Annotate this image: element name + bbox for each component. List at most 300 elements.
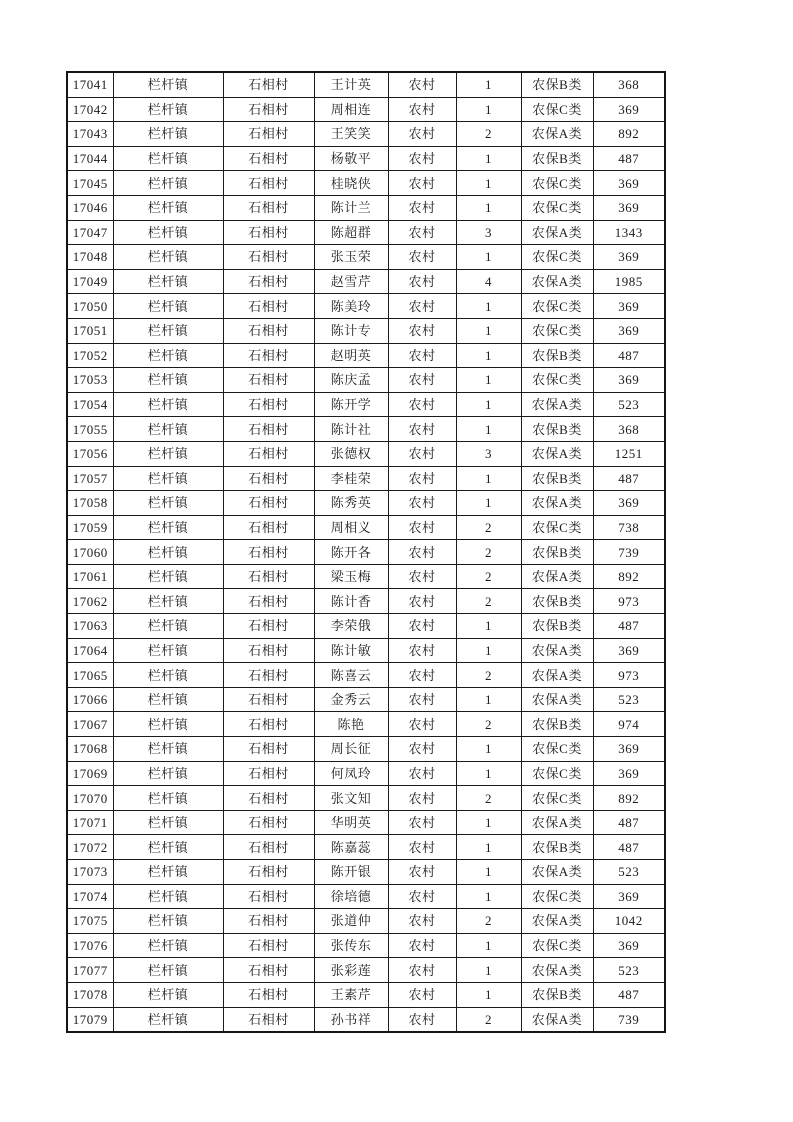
cell-record-id: 17057 — [67, 466, 113, 491]
cell-person-count: 2 — [456, 540, 521, 565]
cell-amount: 739 — [593, 1007, 665, 1032]
cell-town: 栏杆镇 — [113, 97, 223, 122]
cell-town: 栏杆镇 — [113, 909, 223, 934]
cell-person-name: 梁玉梅 — [314, 564, 388, 589]
cell-amount: 369 — [593, 491, 665, 516]
cell-record-id: 17051 — [67, 318, 113, 343]
cell-person-count: 1 — [456, 638, 521, 663]
cell-amount: 369 — [593, 737, 665, 762]
cell-residence-type: 农村 — [388, 318, 456, 343]
table-row — [67, 638, 665, 663]
cell-village: 石相村 — [223, 441, 314, 466]
cell-person-count: 2 — [456, 589, 521, 614]
cell-town: 栏杆镇 — [113, 195, 223, 220]
cell-village: 石相村 — [223, 245, 314, 270]
cell-record-id: 17043 — [67, 122, 113, 147]
cell-record-id: 17049 — [67, 269, 113, 294]
cell-person-count: 3 — [456, 441, 521, 466]
cell-village: 石相村 — [223, 638, 314, 663]
cell-village: 石相村 — [223, 540, 314, 565]
cell-record-id: 17071 — [67, 810, 113, 835]
cell-person-name: 陈嘉蕊 — [314, 835, 388, 860]
cell-residence-type: 农村 — [388, 491, 456, 516]
table-row — [67, 614, 665, 639]
cell-village: 石相村 — [223, 1007, 314, 1032]
cell-amount: 487 — [593, 835, 665, 860]
cell-insurance-category: 农保C类 — [521, 318, 593, 343]
cell-person-count: 1 — [456, 195, 521, 220]
cell-residence-type: 农村 — [388, 294, 456, 319]
cell-village: 石相村 — [223, 589, 314, 614]
cell-insurance-category: 农保C类 — [521, 761, 593, 786]
cell-person-name: 陈计兰 — [314, 195, 388, 220]
cell-record-id: 17070 — [67, 786, 113, 811]
cell-person-count: 1 — [456, 614, 521, 639]
cell-village: 石相村 — [223, 392, 314, 417]
cell-village: 石相村 — [223, 712, 314, 737]
cell-amount: 369 — [593, 933, 665, 958]
cell-residence-type: 农村 — [388, 737, 456, 762]
cell-record-id: 17050 — [67, 294, 113, 319]
table-row — [67, 540, 665, 565]
cell-person-name: 陈艳 — [314, 712, 388, 737]
cell-town: 栏杆镇 — [113, 146, 223, 171]
cell-amount: 369 — [593, 884, 665, 909]
cell-record-id: 17079 — [67, 1007, 113, 1032]
cell-person-count: 1 — [456, 958, 521, 983]
cell-person-count: 1 — [456, 146, 521, 171]
cell-amount: 369 — [593, 294, 665, 319]
cell-village: 石相村 — [223, 171, 314, 196]
cell-insurance-category: 农保B类 — [521, 72, 593, 97]
cell-amount: 369 — [593, 318, 665, 343]
cell-residence-type: 农村 — [388, 589, 456, 614]
cell-town: 栏杆镇 — [113, 860, 223, 885]
cell-record-id: 17059 — [67, 515, 113, 540]
cell-person-name: 张文知 — [314, 786, 388, 811]
cell-person-count: 2 — [456, 786, 521, 811]
cell-amount: 487 — [593, 343, 665, 368]
cell-town: 栏杆镇 — [113, 245, 223, 270]
table-row — [67, 712, 665, 737]
cell-record-id: 17078 — [67, 982, 113, 1007]
cell-residence-type: 农村 — [388, 638, 456, 663]
cell-residence-type: 农村 — [388, 245, 456, 270]
cell-town: 栏杆镇 — [113, 884, 223, 909]
cell-amount: 1343 — [593, 220, 665, 245]
table-row — [67, 958, 665, 983]
cell-person-name: 陈超群 — [314, 220, 388, 245]
table-row — [67, 146, 665, 171]
cell-village: 石相村 — [223, 958, 314, 983]
cell-record-id: 17076 — [67, 933, 113, 958]
cell-residence-type: 农村 — [388, 933, 456, 958]
cell-person-name: 桂晓侠 — [314, 171, 388, 196]
cell-person-name: 徐培德 — [314, 884, 388, 909]
cell-insurance-category: 农保A类 — [521, 564, 593, 589]
table-row — [67, 564, 665, 589]
cell-amount: 739 — [593, 540, 665, 565]
cell-town: 栏杆镇 — [113, 712, 223, 737]
cell-residence-type: 农村 — [388, 614, 456, 639]
cell-residence-type: 农村 — [388, 368, 456, 393]
cell-insurance-category: 农保C类 — [521, 933, 593, 958]
cell-insurance-category: 农保A类 — [521, 122, 593, 147]
cell-person-count: 1 — [456, 245, 521, 270]
cell-person-count: 1 — [456, 982, 521, 1007]
cell-record-id: 17058 — [67, 491, 113, 516]
table-row — [67, 245, 665, 270]
cell-person-count: 2 — [456, 1007, 521, 1032]
cell-town: 栏杆镇 — [113, 761, 223, 786]
cell-person-count: 2 — [456, 663, 521, 688]
cell-village: 石相村 — [223, 122, 314, 147]
table-row — [67, 860, 665, 885]
cell-residence-type: 农村 — [388, 466, 456, 491]
cell-amount: 368 — [593, 417, 665, 442]
cell-residence-type: 农村 — [388, 909, 456, 934]
cell-record-id: 17054 — [67, 392, 113, 417]
cell-person-count: 2 — [456, 564, 521, 589]
cell-town: 栏杆镇 — [113, 663, 223, 688]
cell-residence-type: 农村 — [388, 146, 456, 171]
cell-insurance-category: 农保C类 — [521, 294, 593, 319]
cell-insurance-category: 农保A类 — [521, 663, 593, 688]
cell-insurance-category: 农保B类 — [521, 540, 593, 565]
cell-residence-type: 农村 — [388, 810, 456, 835]
cell-amount: 1042 — [593, 909, 665, 934]
cell-village: 石相村 — [223, 761, 314, 786]
cell-record-id: 17072 — [67, 835, 113, 860]
cell-person-count: 1 — [456, 933, 521, 958]
cell-record-id: 17048 — [67, 245, 113, 270]
cell-residence-type: 农村 — [388, 417, 456, 442]
cell-insurance-category: 农保A类 — [521, 958, 593, 983]
cell-person-count: 2 — [456, 909, 521, 934]
cell-amount: 369 — [593, 368, 665, 393]
cell-insurance-category: 农保B类 — [521, 466, 593, 491]
cell-person-count: 1 — [456, 72, 521, 97]
cell-person-name: 赵明英 — [314, 343, 388, 368]
cell-town: 栏杆镇 — [113, 1007, 223, 1032]
cell-record-id: 17077 — [67, 958, 113, 983]
cell-insurance-category: 农保C类 — [521, 195, 593, 220]
cell-person-count: 1 — [456, 687, 521, 712]
cell-insurance-category: 农保B类 — [521, 835, 593, 860]
cell-record-id: 17074 — [67, 884, 113, 909]
cell-insurance-category: 农保A类 — [521, 909, 593, 934]
cell-record-id: 17060 — [67, 540, 113, 565]
cell-person-count: 1 — [456, 318, 521, 343]
cell-record-id: 17046 — [67, 195, 113, 220]
cell-person-name: 张德权 — [314, 441, 388, 466]
table-row — [67, 72, 665, 97]
cell-amount: 973 — [593, 589, 665, 614]
cell-village: 石相村 — [223, 982, 314, 1007]
cell-residence-type: 农村 — [388, 540, 456, 565]
cell-record-id: 17045 — [67, 171, 113, 196]
cell-village: 石相村 — [223, 417, 314, 442]
cell-person-name: 金秀云 — [314, 687, 388, 712]
cell-person-name: 张传东 — [314, 933, 388, 958]
cell-amount: 974 — [593, 712, 665, 737]
table-row — [67, 884, 665, 909]
cell-amount: 369 — [593, 245, 665, 270]
cell-person-count: 1 — [456, 835, 521, 860]
cell-town: 栏杆镇 — [113, 614, 223, 639]
cell-insurance-category: 农保A类 — [521, 392, 593, 417]
cell-insurance-category: 农保C类 — [521, 368, 593, 393]
cell-insurance-category: 农保A类 — [521, 441, 593, 466]
cell-person-name: 陈开各 — [314, 540, 388, 565]
table-row — [67, 786, 665, 811]
cell-amount: 973 — [593, 663, 665, 688]
cell-village: 石相村 — [223, 614, 314, 639]
cell-person-name: 陈美玲 — [314, 294, 388, 319]
cell-person-name: 李桂荣 — [314, 466, 388, 491]
cell-village: 石相村 — [223, 515, 314, 540]
cell-insurance-category: 农保A类 — [521, 810, 593, 835]
insurance-roster-table — [66, 71, 666, 1033]
cell-person-count: 2 — [456, 122, 521, 147]
cell-residence-type: 农村 — [388, 171, 456, 196]
cell-person-count: 1 — [456, 294, 521, 319]
cell-town: 栏杆镇 — [113, 171, 223, 196]
cell-village: 石相村 — [223, 687, 314, 712]
cell-person-name: 周相义 — [314, 515, 388, 540]
table-row — [67, 761, 665, 786]
table-row — [67, 343, 665, 368]
cell-residence-type: 农村 — [388, 515, 456, 540]
cell-insurance-category: 农保B类 — [521, 146, 593, 171]
table-row — [67, 417, 665, 442]
cell-village: 石相村 — [223, 835, 314, 860]
cell-village: 石相村 — [223, 97, 314, 122]
table-row — [67, 737, 665, 762]
cell-residence-type: 农村 — [388, 122, 456, 147]
cell-amount: 487 — [593, 982, 665, 1007]
cell-record-id: 17063 — [67, 614, 113, 639]
cell-record-id: 17055 — [67, 417, 113, 442]
cell-insurance-category: 农保B类 — [521, 417, 593, 442]
cell-amount: 1251 — [593, 441, 665, 466]
cell-amount: 523 — [593, 958, 665, 983]
cell-person-count: 1 — [456, 761, 521, 786]
cell-village: 石相村 — [223, 466, 314, 491]
cell-person-name: 王笑笑 — [314, 122, 388, 147]
cell-record-id: 17041 — [67, 72, 113, 97]
cell-residence-type: 农村 — [388, 220, 456, 245]
cell-amount: 892 — [593, 122, 665, 147]
table-row — [67, 392, 665, 417]
cell-insurance-category: 农保C类 — [521, 786, 593, 811]
cell-residence-type: 农村 — [388, 72, 456, 97]
cell-village: 石相村 — [223, 786, 314, 811]
cell-record-id: 17053 — [67, 368, 113, 393]
table-row — [67, 663, 665, 688]
cell-residence-type: 农村 — [388, 97, 456, 122]
cell-town: 栏杆镇 — [113, 958, 223, 983]
cell-insurance-category: 农保B类 — [521, 589, 593, 614]
cell-town: 栏杆镇 — [113, 589, 223, 614]
table-row — [67, 835, 665, 860]
cell-person-count: 2 — [456, 515, 521, 540]
cell-residence-type: 农村 — [388, 663, 456, 688]
cell-record-id: 17065 — [67, 663, 113, 688]
cell-person-name: 孙书祥 — [314, 1007, 388, 1032]
cell-insurance-category: 农保C类 — [521, 171, 593, 196]
cell-residence-type: 农村 — [388, 269, 456, 294]
cell-residence-type: 农村 — [388, 884, 456, 909]
cell-village: 石相村 — [223, 146, 314, 171]
cell-insurance-category: 农保A类 — [521, 860, 593, 885]
cell-amount: 368 — [593, 72, 665, 97]
table-row — [67, 515, 665, 540]
table-row — [67, 589, 665, 614]
cell-town: 栏杆镇 — [113, 441, 223, 466]
cell-amount: 369 — [593, 638, 665, 663]
cell-person-name: 陈计敏 — [314, 638, 388, 663]
table-row — [67, 220, 665, 245]
cell-insurance-category: 农保B类 — [521, 982, 593, 1007]
table-row — [67, 441, 665, 466]
cell-record-id: 17044 — [67, 146, 113, 171]
cell-record-id: 17056 — [67, 441, 113, 466]
cell-person-name: 李荣俄 — [314, 614, 388, 639]
cell-town: 栏杆镇 — [113, 220, 223, 245]
cell-insurance-category: 农保C类 — [521, 245, 593, 270]
cell-residence-type: 农村 — [388, 860, 456, 885]
cell-residence-type: 农村 — [388, 392, 456, 417]
table-body — [67, 72, 665, 1032]
cell-village: 石相村 — [223, 564, 314, 589]
cell-residence-type: 农村 — [388, 712, 456, 737]
cell-record-id: 17052 — [67, 343, 113, 368]
cell-person-name: 陈秀英 — [314, 491, 388, 516]
cell-person-count: 1 — [456, 810, 521, 835]
cell-person-count: 1 — [456, 368, 521, 393]
cell-person-count: 1 — [456, 466, 521, 491]
cell-insurance-category: 农保B类 — [521, 614, 593, 639]
table-row — [67, 97, 665, 122]
cell-town: 栏杆镇 — [113, 368, 223, 393]
cell-person-name: 华明英 — [314, 810, 388, 835]
cell-village: 石相村 — [223, 810, 314, 835]
cell-insurance-category: 农保A类 — [521, 1007, 593, 1032]
table-row — [67, 195, 665, 220]
cell-person-name: 张道仲 — [314, 909, 388, 934]
cell-town: 栏杆镇 — [113, 786, 223, 811]
cell-amount: 487 — [593, 614, 665, 639]
cell-village: 石相村 — [223, 491, 314, 516]
cell-record-id: 17066 — [67, 687, 113, 712]
cell-person-count: 4 — [456, 269, 521, 294]
cell-town: 栏杆镇 — [113, 294, 223, 319]
cell-village: 石相村 — [223, 860, 314, 885]
cell-record-id: 17061 — [67, 564, 113, 589]
cell-residence-type: 农村 — [388, 982, 456, 1007]
cell-town: 栏杆镇 — [113, 417, 223, 442]
cell-village: 石相村 — [223, 72, 314, 97]
cell-amount: 369 — [593, 97, 665, 122]
cell-village: 石相村 — [223, 294, 314, 319]
cell-insurance-category: 农保C类 — [521, 97, 593, 122]
cell-residence-type: 农村 — [388, 687, 456, 712]
table-row — [67, 1007, 665, 1032]
cell-village: 石相村 — [223, 737, 314, 762]
table-row — [67, 687, 665, 712]
cell-village: 石相村 — [223, 220, 314, 245]
cell-person-name: 陈开学 — [314, 392, 388, 417]
cell-residence-type: 农村 — [388, 761, 456, 786]
cell-residence-type: 农村 — [388, 564, 456, 589]
cell-person-count: 3 — [456, 220, 521, 245]
cell-record-id: 17067 — [67, 712, 113, 737]
table-row — [67, 810, 665, 835]
cell-person-name: 王素芹 — [314, 982, 388, 1007]
table-row — [67, 368, 665, 393]
cell-amount: 487 — [593, 810, 665, 835]
cell-record-id: 17047 — [67, 220, 113, 245]
cell-person-name: 赵雪芹 — [314, 269, 388, 294]
cell-insurance-category: 农保A类 — [521, 687, 593, 712]
table-row — [67, 122, 665, 147]
cell-insurance-category: 农保A类 — [521, 491, 593, 516]
cell-amount: 523 — [593, 860, 665, 885]
cell-person-name: 杨敬平 — [314, 146, 388, 171]
cell-person-name: 周长征 — [314, 737, 388, 762]
cell-town: 栏杆镇 — [113, 269, 223, 294]
cell-insurance-category: 农保A类 — [521, 638, 593, 663]
table-row — [67, 466, 665, 491]
cell-town: 栏杆镇 — [113, 72, 223, 97]
cell-town: 栏杆镇 — [113, 491, 223, 516]
table-row — [67, 318, 665, 343]
cell-insurance-category: 农保C类 — [521, 737, 593, 762]
cell-residence-type: 农村 — [388, 1007, 456, 1032]
cell-person-count: 1 — [456, 884, 521, 909]
cell-town: 栏杆镇 — [113, 982, 223, 1007]
cell-person-name: 陈开银 — [314, 860, 388, 885]
cell-amount: 892 — [593, 564, 665, 589]
table-row — [67, 909, 665, 934]
cell-person-name: 张玉荣 — [314, 245, 388, 270]
cell-person-name: 陈计专 — [314, 318, 388, 343]
cell-person-count: 1 — [456, 171, 521, 196]
cell-residence-type: 农村 — [388, 343, 456, 368]
cell-record-id: 17064 — [67, 638, 113, 663]
cell-insurance-category: 农保A类 — [521, 269, 593, 294]
cell-insurance-category: 农保A类 — [521, 220, 593, 245]
cell-town: 栏杆镇 — [113, 737, 223, 762]
cell-town: 栏杆镇 — [113, 466, 223, 491]
cell-amount: 892 — [593, 786, 665, 811]
cell-record-id: 17073 — [67, 860, 113, 885]
cell-person-name: 陈计社 — [314, 417, 388, 442]
table-row — [67, 269, 665, 294]
cell-person-name: 何凤玲 — [314, 761, 388, 786]
cell-town: 栏杆镇 — [113, 810, 223, 835]
cell-amount: 369 — [593, 171, 665, 196]
cell-town: 栏杆镇 — [113, 515, 223, 540]
cell-amount: 738 — [593, 515, 665, 540]
cell-village: 石相村 — [223, 933, 314, 958]
cell-amount: 523 — [593, 392, 665, 417]
cell-town: 栏杆镇 — [113, 687, 223, 712]
table-row — [67, 491, 665, 516]
cell-village: 石相村 — [223, 909, 314, 934]
cell-person-name: 周相连 — [314, 97, 388, 122]
